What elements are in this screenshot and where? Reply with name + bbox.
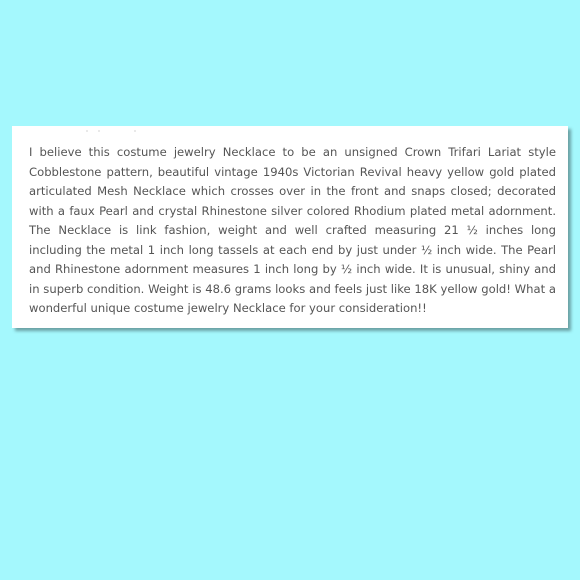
description-card [12, 126, 568, 328]
dot [86, 130, 88, 132]
dot [98, 130, 100, 132]
dot [134, 130, 136, 132]
faint-dots-decoration [86, 130, 146, 133]
product-description: I believe this costume jewelry Necklace to be an unsigned Crown Trifari Lariat style Cobblestone pattern, beautiful vintage 1940s Victorian Revival heavy yellow gold plated articulated Mesh Necklace which crosses over in the front and snaps closed; decorated with a faux Pearl and crystal Rhinestone silver colored Rhodium plated metal adornment. The Necklace is link fashion, weight and well crafted measuring 21 ½ inches long including the metal 1 inch long tassels at each end by just under ½ inch wide. The Pearl and Rhinestone adornment measures 1 inch long by ½ inch wide. It is unusual, shiny and in superb condition. Weight is 48.6 grams looks and feels just like 18K yellow gold! What a wonderful unique costume jewelry Necklace for your consideration!! [29, 145, 556, 315]
